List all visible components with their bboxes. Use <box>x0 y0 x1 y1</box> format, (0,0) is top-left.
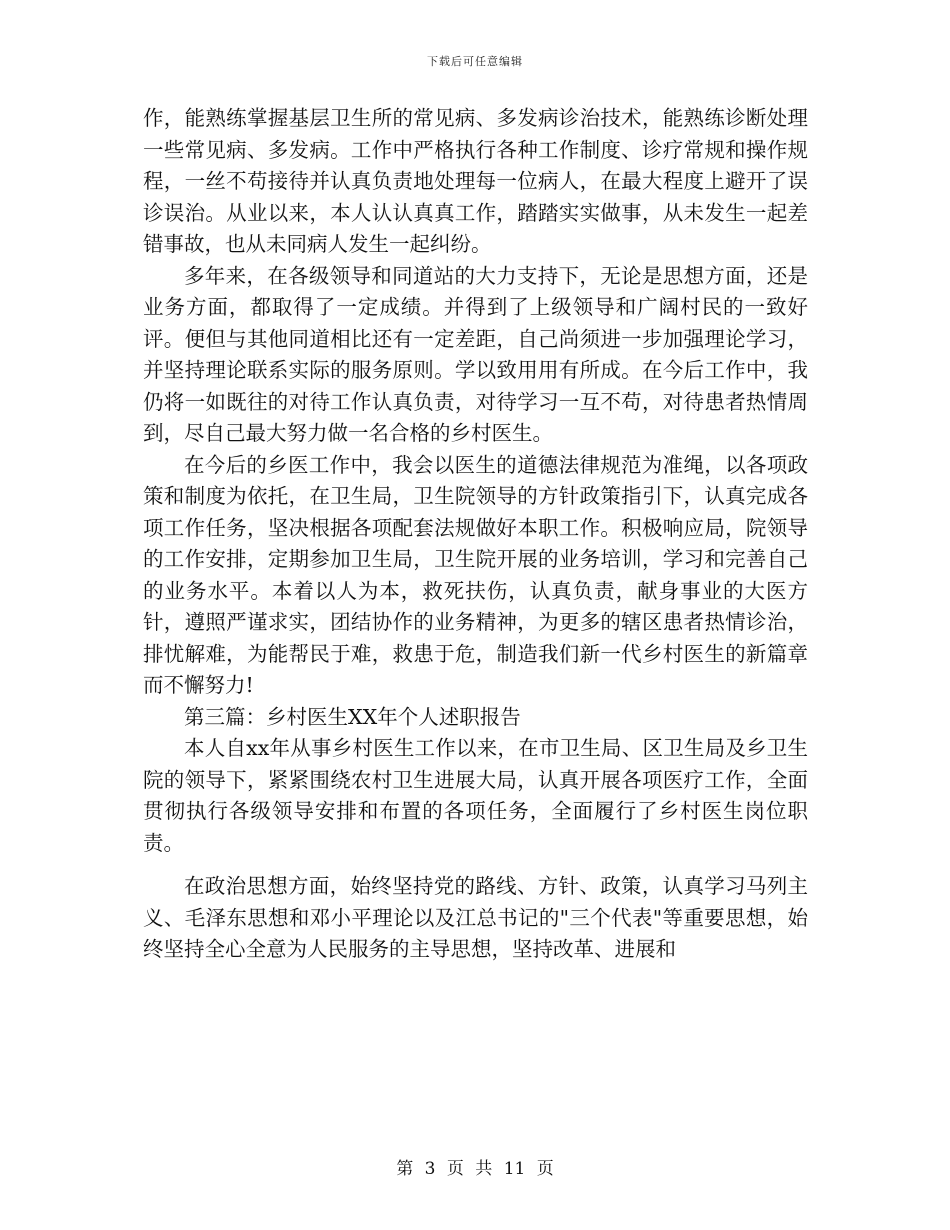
paragraph-1: 作，能熟练掌握基层卫生所的常见病、多发病诊治技术，能熟练诊断处理一些常见病、多发病。工作中严格执行各种工作制度、诊疗常规和操作规程，一丝不苟接待并认真负责地处理每一位病人，在最大程度上避开了误诊误治。从业以来，本人认认真真工作，踏踏实实做事，从未发生一起差错事故，也从未同病人发生一起纠纷。 <box>143 106 808 256</box>
document-body <box>143 103 808 966</box>
section-heading: 第三篇：乡村医生XX年个人述职报告 <box>184 704 521 729</box>
paragraph-4: 本人自xx年从事乡村医生工作以来，在市卫生局、区卫生局及乡卫生院的领导下，紧紧围绕农村卫生进展大局，认真开展各项医疗工作，全面贯彻执行各级领导安排和布置的各项任务，全面履行了乡村医生岗位职责。 <box>143 736 808 855</box>
page-number-footer: 第 3 页 共 11 页 <box>396 1159 554 1179</box>
paragraph-5: 在政治思想方面，始终坚持党的路线、方针、政策，认真学习马列主义、毛泽东思想和邓小平理论以及江总书记的"三个代表"等重要思想，始终坚持全心全意为人民服务的主导思想，坚持改革、进展和 <box>143 874 808 961</box>
paragraph-3: 在今后的乡医工作中，我会以医生的道德法律规范为准绳，以各项政策和制度为依托，在卫生局，卫生院领导的方针政策指引下，认真完成各项工作任务，坚决根据各项配套法规做好本职工作。积极响应局，院领导的工作安排，定期参加卫生局，卫生院开展的业务培训，学习和完善自己的业务水平。本着以人为本，救死扶伤，认真负责，献身事业的大医方针，遵照严谨求实，团结协作的业务精神，为更多的辖区患者热情诊治，排忧解难，为能帮民于难，救患于危，制造我们新一代乡村医生的新篇章而不懈努力! <box>143 452 808 697</box>
page-header-note: 下载后可任意编辑 <box>427 55 523 68</box>
paragraph-2: 多年来，在各级领导和同道站的大力支持下，无论是思想方面，还是业务方面，都取得了一定成绩。并得到了上级领导和广阔村民的一致好评。便但与其他同道相比还有一定差距，自己尚须进一步加强理论学习，并坚持理论联系实际的服务原则。学以致用用有所成。在今后工作中，我仍将一如既往的对待工作认真负责，对待学习一互不苟，对待患者热情周到，尽自己最大努力做一名合格的乡村医生。 <box>143 263 808 445</box>
